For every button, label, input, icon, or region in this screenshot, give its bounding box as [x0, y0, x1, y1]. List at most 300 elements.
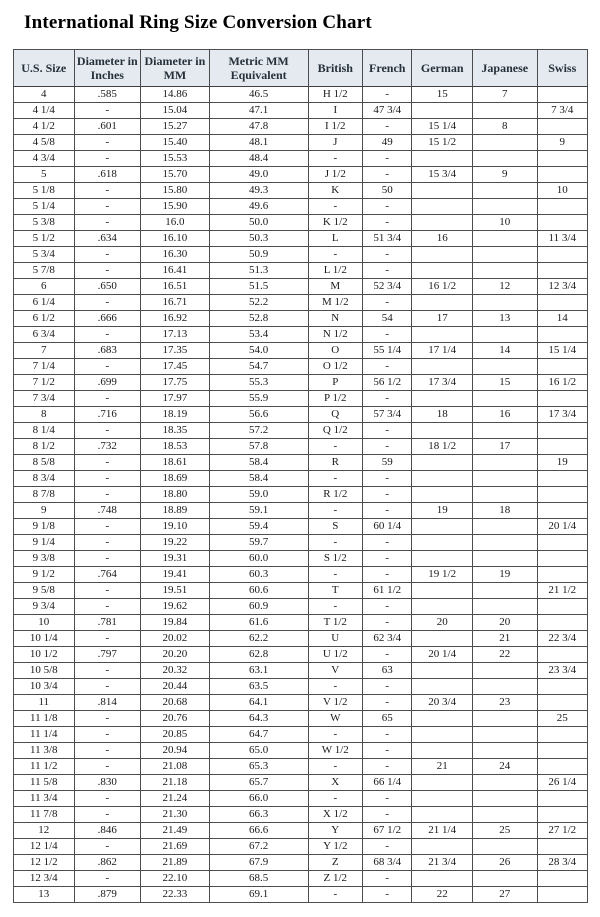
table-cell: - [74, 535, 141, 551]
table-row [14, 663, 588, 679]
table-cell: 23 [472, 695, 537, 711]
table-cell: 46.5 [209, 87, 308, 103]
table-cell: 63 [363, 663, 412, 679]
table-cell: - [363, 567, 412, 583]
table-cell: 11 5/8 [14, 775, 75, 791]
table-row [14, 775, 588, 791]
table-cell: - [363, 535, 412, 551]
table-cell [472, 295, 537, 311]
table-cell [472, 423, 537, 439]
table-cell: 15.90 [141, 199, 210, 215]
table-cell: 64.7 [209, 727, 308, 743]
table-row [14, 103, 588, 119]
table-cell [412, 631, 473, 647]
table-cell: - [363, 151, 412, 167]
table-cell: 12 1/4 [14, 839, 75, 855]
table-cell: 20 [412, 615, 473, 631]
table-cell: 21.08 [141, 759, 210, 775]
table-cell: 49.0 [209, 167, 308, 183]
table-cell: 15.04 [141, 103, 210, 119]
table-cell: 15 [412, 87, 473, 103]
table-cell: - [74, 135, 141, 151]
table-cell: 7 1/4 [14, 359, 75, 375]
table-cell [537, 487, 588, 503]
table-cell: 67.9 [209, 855, 308, 871]
table-row [14, 263, 588, 279]
table-cell: .666 [74, 311, 141, 327]
table-row [14, 343, 588, 359]
table-cell: 15.53 [141, 151, 210, 167]
table-cell: - [308, 247, 362, 263]
table-cell: 6 [14, 279, 75, 295]
table-cell: 24 [472, 759, 537, 775]
column-header: British [308, 50, 362, 87]
table-row [14, 439, 588, 455]
table-cell: 20.85 [141, 727, 210, 743]
table-cell: - [363, 487, 412, 503]
table-row [14, 599, 588, 615]
table-cell: M 1/2 [308, 295, 362, 311]
table-cell [412, 711, 473, 727]
table-cell: - [308, 759, 362, 775]
table-cell: 21.30 [141, 807, 210, 823]
table-cell: 21 [472, 631, 537, 647]
table-cell: 9 [537, 135, 588, 151]
table-cell [412, 487, 473, 503]
table-cell: 17 [412, 311, 473, 327]
table-cell: 10 [537, 183, 588, 199]
table-cell [472, 519, 537, 535]
table-cell: 17.13 [141, 327, 210, 343]
table-row [14, 327, 588, 343]
table-cell: 11 3/4 [537, 231, 588, 247]
table-cell: 9 5/8 [14, 583, 75, 599]
table-cell: S 1/2 [308, 551, 362, 567]
table-cell: 17.75 [141, 375, 210, 391]
table-cell: 15 1/2 [412, 135, 473, 151]
table-row [14, 423, 588, 439]
table-cell: 14 [537, 311, 588, 327]
table-cell [537, 471, 588, 487]
table-cell: - [363, 263, 412, 279]
table-cell: - [308, 679, 362, 695]
table-cell: .699 [74, 375, 141, 391]
table-cell: 47.8 [209, 119, 308, 135]
table-row [14, 151, 588, 167]
column-header: U.S. Size [14, 50, 75, 87]
table-cell: 16 1/2 [537, 375, 588, 391]
table-cell: 9 [14, 503, 75, 519]
table-cell [537, 391, 588, 407]
table-cell: 18 1/2 [412, 439, 473, 455]
table-cell: - [74, 791, 141, 807]
column-header: German [412, 50, 473, 87]
table-cell: 68 3/4 [363, 855, 412, 871]
table-cell [537, 503, 588, 519]
table-cell: 6 1/2 [14, 311, 75, 327]
table-cell: 21 1/2 [537, 583, 588, 599]
table-cell: X [308, 775, 362, 791]
table-cell: 5 3/8 [14, 215, 75, 231]
table-cell: 10 3/4 [14, 679, 75, 695]
table-cell: 8 3/4 [14, 471, 75, 487]
table-cell: .683 [74, 343, 141, 359]
table-body [14, 87, 588, 903]
table-cell: 15 1/4 [537, 343, 588, 359]
table-cell: 17.35 [141, 343, 210, 359]
table-cell: 11 1/8 [14, 711, 75, 727]
table-cell: 8 1/2 [14, 439, 75, 455]
table-cell: 13 [14, 887, 75, 903]
ring-size-conversion-table [13, 49, 588, 903]
table-cell: 5 1/4 [14, 199, 75, 215]
table-cell [412, 519, 473, 535]
table-cell: 4 5/8 [14, 135, 75, 151]
table-cell: 19.62 [141, 599, 210, 615]
table-row [14, 807, 588, 823]
table-cell: 20 1/4 [537, 519, 588, 535]
table-cell: 10 1/2 [14, 647, 75, 663]
table-cell [412, 183, 473, 199]
column-header: Diameter in MM [141, 50, 210, 87]
table-cell: 22 [472, 647, 537, 663]
table-cell: .585 [74, 87, 141, 103]
table-cell: 16.30 [141, 247, 210, 263]
table-cell [472, 535, 537, 551]
table-row [14, 583, 588, 599]
table-cell [537, 807, 588, 823]
table-cell: 18 [472, 503, 537, 519]
table-cell: - [74, 727, 141, 743]
table-cell [412, 839, 473, 855]
table-cell: 20.02 [141, 631, 210, 647]
table-cell: - [74, 599, 141, 615]
table-cell: 17.45 [141, 359, 210, 375]
table-cell: - [363, 327, 412, 343]
table-cell: 16 [472, 407, 537, 423]
table-cell: 64.3 [209, 711, 308, 727]
table-cell [537, 247, 588, 263]
table-cell: H 1/2 [308, 87, 362, 103]
table-cell: 51.5 [209, 279, 308, 295]
table-cell: 9 1/4 [14, 535, 75, 551]
table-row [14, 631, 588, 647]
table-cell: 20.94 [141, 743, 210, 759]
table-cell: 65.0 [209, 743, 308, 759]
table-cell [537, 327, 588, 343]
table-cell: 55.9 [209, 391, 308, 407]
table-cell: 56 1/2 [363, 375, 412, 391]
table-cell: - [74, 199, 141, 215]
table-cell [412, 103, 473, 119]
table-cell: - [74, 807, 141, 823]
table-cell: 49.6 [209, 199, 308, 215]
table-cell: 19.22 [141, 535, 210, 551]
table-cell: 22.33 [141, 887, 210, 903]
table-cell: 4 1/4 [14, 103, 75, 119]
table-cell [412, 151, 473, 167]
table-cell: 55 1/4 [363, 343, 412, 359]
table-row [14, 407, 588, 423]
table-cell: W 1/2 [308, 743, 362, 759]
table-cell: - [74, 359, 141, 375]
table-cell: 17 1/4 [412, 343, 473, 359]
table-cell: .634 [74, 231, 141, 247]
table-cell: 4 3/4 [14, 151, 75, 167]
table-cell: .650 [74, 279, 141, 295]
table-cell: - [74, 487, 141, 503]
table-cell: 21.69 [141, 839, 210, 855]
table-cell [472, 487, 537, 503]
table-cell [412, 775, 473, 791]
table-cell: - [363, 439, 412, 455]
table-cell [472, 599, 537, 615]
table-row [14, 615, 588, 631]
table-cell: W [308, 711, 362, 727]
table-cell [537, 551, 588, 567]
table-cell: 51.3 [209, 263, 308, 279]
table-cell: 10 1/4 [14, 631, 75, 647]
table-cell: 66.3 [209, 807, 308, 823]
table-cell: 12 1/2 [14, 855, 75, 871]
table-cell: .846 [74, 823, 141, 839]
table-cell [472, 791, 537, 807]
table-cell: 6 1/4 [14, 295, 75, 311]
table-cell: 14.86 [141, 87, 210, 103]
table-cell: 7 3/4 [14, 391, 75, 407]
table-cell [412, 423, 473, 439]
table-cell: - [363, 727, 412, 743]
table-cell: - [74, 247, 141, 263]
table-cell [537, 423, 588, 439]
table-cell: - [74, 183, 141, 199]
table-cell: 60.9 [209, 599, 308, 615]
table-cell: 63.5 [209, 679, 308, 695]
table-cell: .781 [74, 615, 141, 631]
table-cell [472, 391, 537, 407]
table-row [14, 823, 588, 839]
table-cell: 57 3/4 [363, 407, 412, 423]
table-cell: 5 [14, 167, 75, 183]
table-row [14, 135, 588, 151]
table-cell: 19.10 [141, 519, 210, 535]
table-cell: 28 3/4 [537, 855, 588, 871]
table-cell: - [363, 87, 412, 103]
table-cell: 17 3/4 [537, 407, 588, 423]
table-cell: - [363, 295, 412, 311]
table-row [14, 519, 588, 535]
table-cell [472, 583, 537, 599]
table-cell: - [74, 583, 141, 599]
table-cell: 26 [472, 855, 537, 871]
table-cell [412, 599, 473, 615]
table-cell: X 1/2 [308, 807, 362, 823]
table-cell: 15 3/4 [412, 167, 473, 183]
table-row [14, 87, 588, 103]
table-cell [412, 199, 473, 215]
table-row [14, 359, 588, 375]
table-cell: .830 [74, 775, 141, 791]
table-cell: 69.1 [209, 887, 308, 903]
table-cell: 7 [14, 343, 75, 359]
table-cell: - [74, 871, 141, 887]
table-cell: 59 [363, 455, 412, 471]
table-cell: - [308, 599, 362, 615]
table-cell: 12 3/4 [14, 871, 75, 887]
table-cell: 50.3 [209, 231, 308, 247]
table-cell: J 1/2 [308, 167, 362, 183]
table-cell: R 1/2 [308, 487, 362, 503]
table-cell: 18.69 [141, 471, 210, 487]
table-row [14, 647, 588, 663]
table-cell: - [74, 103, 141, 119]
table-row [14, 567, 588, 583]
table-cell: 61 1/2 [363, 583, 412, 599]
table-cell: 11 [14, 695, 75, 711]
table-cell: - [363, 215, 412, 231]
table-cell: - [308, 439, 362, 455]
table-cell: 20.68 [141, 695, 210, 711]
table-cell: - [74, 759, 141, 775]
table-cell: 15.80 [141, 183, 210, 199]
table-row [14, 727, 588, 743]
table-cell [537, 871, 588, 887]
table-cell [537, 263, 588, 279]
table-cell: 7 3/4 [537, 103, 588, 119]
table-cell [537, 679, 588, 695]
table-row [14, 503, 588, 519]
table-cell: - [363, 695, 412, 711]
table-cell: U [308, 631, 362, 647]
table-cell: - [74, 263, 141, 279]
table-cell [537, 743, 588, 759]
table-cell: - [308, 503, 362, 519]
table-cell [412, 215, 473, 231]
table-cell [537, 567, 588, 583]
table-cell: 54.7 [209, 359, 308, 375]
table-header [14, 50, 588, 87]
table-row [14, 887, 588, 903]
table-cell: 16 1/2 [412, 279, 473, 295]
table-cell [472, 743, 537, 759]
table-cell: 16.0 [141, 215, 210, 231]
table-cell: 19.51 [141, 583, 210, 599]
table-cell: 67 1/2 [363, 823, 412, 839]
table-cell [412, 791, 473, 807]
table-cell: 7 1/2 [14, 375, 75, 391]
table-cell: 16.51 [141, 279, 210, 295]
table-cell: 65.7 [209, 775, 308, 791]
table-cell: .601 [74, 119, 141, 135]
table-cell: 60.3 [209, 567, 308, 583]
table-cell: P 1/2 [308, 391, 362, 407]
table-cell: 10 [14, 615, 75, 631]
table-cell: Y 1/2 [308, 839, 362, 855]
table-cell [472, 551, 537, 567]
table-cell [472, 359, 537, 375]
table-cell: - [74, 551, 141, 567]
table-cell [537, 151, 588, 167]
table-cell: 21 [412, 759, 473, 775]
table-cell: 12 3/4 [537, 279, 588, 295]
table-cell: 16.10 [141, 231, 210, 247]
table-cell: I [308, 103, 362, 119]
table-cell: 5 1/2 [14, 231, 75, 247]
table-cell: 13 [472, 311, 537, 327]
table-cell [472, 711, 537, 727]
table-cell: 20 3/4 [412, 695, 473, 711]
table-cell: L [308, 231, 362, 247]
table-cell: .716 [74, 407, 141, 423]
table-cell: .797 [74, 647, 141, 663]
table-cell: 18.19 [141, 407, 210, 423]
table-cell: 66.0 [209, 791, 308, 807]
table-cell: 57.2 [209, 423, 308, 439]
table-cell: S [308, 519, 362, 535]
table-cell: 18.80 [141, 487, 210, 503]
table-cell: 23 3/4 [537, 663, 588, 679]
column-header: Japanese [472, 50, 537, 87]
table-cell: 11 7/8 [14, 807, 75, 823]
table-cell: 19 [537, 455, 588, 471]
table-row [14, 119, 588, 135]
table-cell: 58.4 [209, 455, 308, 471]
page-title: International Ring Size Conversion Chart [24, 12, 372, 33]
table-row [14, 391, 588, 407]
table-cell: K 1/2 [308, 215, 362, 231]
table-cell: 9 3/8 [14, 551, 75, 567]
table-cell: K [308, 183, 362, 199]
table-cell: .748 [74, 503, 141, 519]
table-cell: 25 [472, 823, 537, 839]
table-cell: 27 [472, 887, 537, 903]
table-cell [412, 583, 473, 599]
table-cell [472, 663, 537, 679]
table-cell: Q 1/2 [308, 423, 362, 439]
table-cell: 20.20 [141, 647, 210, 663]
table-cell: - [363, 471, 412, 487]
table-cell [537, 727, 588, 743]
table-cell: 54 [363, 311, 412, 327]
table-cell: 25 [537, 711, 588, 727]
table-row [14, 695, 588, 711]
table-cell: 49 [363, 135, 412, 151]
table-cell: 65 [363, 711, 412, 727]
table-cell: 11 1/2 [14, 759, 75, 775]
table-cell: 15.40 [141, 135, 210, 151]
table-row [14, 295, 588, 311]
table-cell: - [308, 567, 362, 583]
table-cell [412, 743, 473, 759]
table-cell: 50 [363, 183, 412, 199]
table-cell: 50.9 [209, 247, 308, 263]
table-cell: 59.4 [209, 519, 308, 535]
table-cell: - [363, 119, 412, 135]
table-cell: 14 [472, 343, 537, 359]
table-cell: - [308, 727, 362, 743]
table-cell: 48.1 [209, 135, 308, 151]
table-cell: 52.8 [209, 311, 308, 327]
table-cell: .814 [74, 695, 141, 711]
table-cell: N [308, 311, 362, 327]
table-cell: 4 [14, 87, 75, 103]
table-cell [537, 695, 588, 711]
table-row [14, 247, 588, 263]
table-cell: - [74, 839, 141, 855]
table-cell: 18.35 [141, 423, 210, 439]
table-cell: - [363, 791, 412, 807]
table-cell: - [363, 679, 412, 695]
